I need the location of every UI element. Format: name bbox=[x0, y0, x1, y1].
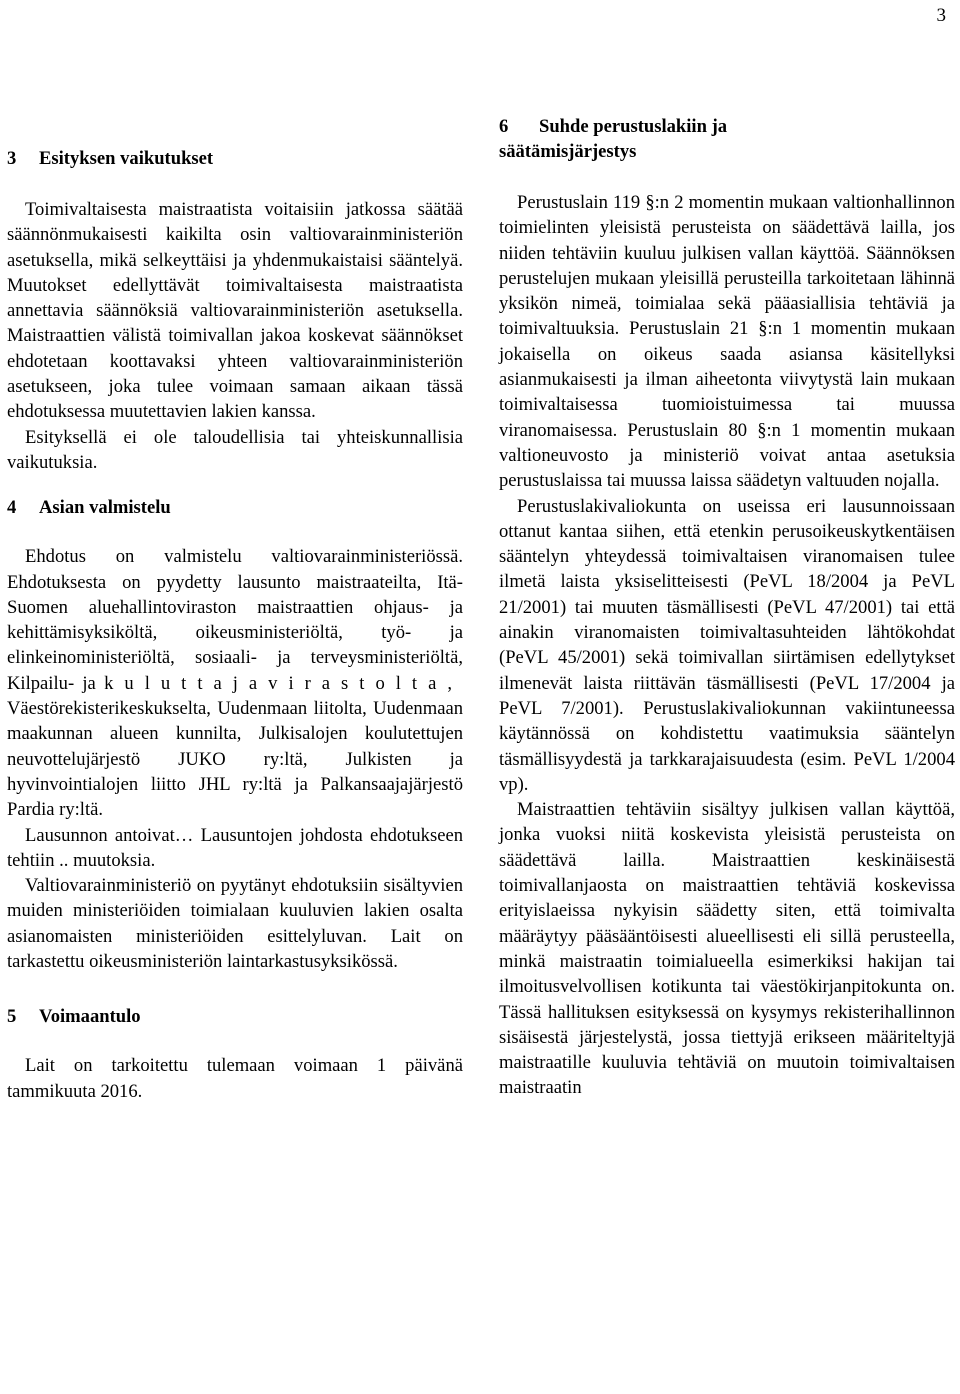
section-3-paragraph-1: Toimivaltaisesta maistraatista voitaisiin jatkossa säätää säännönmukaisesti kaikilta osin valtiovarainministeriön asetuksella, mikä selkeyttäisi ja yhdenmukaistaisi sääntelyä. Muutokset edellyttävät toimivaltaisesta maistraatista annettavia säännöksiä valtiovarainministeriön asetuksella. Maistraattien välistä toimivallan jakoa koskevat säännökset ehdotetaan koottavaksi yhteen valtiovarainministeriön asetukseen, joka tulee voimaan samaan aikaan tässä ehdotuksessa muutettavien lakien kanssa. bbox=[7, 199, 463, 423]
section-6-paragraph-1: Perustuslain 119 §:n 2 momentin mukaan valtionhallinnon toimielinten yleisistä perusteista on säädettävä lailla, jos niiden tehtäviin kuuluu julkisen vallan käyttöä. Säännöksen perustelujen mukaan yleisillä perusteilla tarkoitetaan lähinnä yksikön nimeä, toimialaa sekä pääasiallisia tehtäviä ja toimivaltuuksia. Perustuslain 21 §:n 1 momentin mukaan jokaisella on oikeus saada asiansa käsitellyksi asianmukaisesti ja ilman aiheetonta viivytystä lain mukaan toimivaltaisessa tuomioistuimessa tai muussa viranomaisessa. Perustuslain 80 §:n 1 momentin mukaan valtioneuvosto ja ministeriö voivat antaa asetuksia perustuslaissa tai muussa laissa säädetyn valtuuden nojalla. bbox=[499, 192, 955, 492]
paragraph-spaced-word: kuluttajavirastolta, bbox=[104, 672, 463, 694]
paragraph-tail: Väestörekisterikeskukselta, Uudenmaan liitolta, Uudenmaan maakunnan alueen kunnilta, Julkisalojen koulutettujen neuvottelujärjestö JUKO ry:ltä, Julkisten ja hyvinvointialojen liitto JHL ry:ltä ja Palkansaajajärjestö Pardia ry:ltä. bbox=[7, 698, 463, 821]
section-3-paragraph-2: Esityksellä ei ole taloudellisia tai yhteiskunnallisia vaikutuksia. bbox=[7, 426, 463, 473]
section-number: 4 bbox=[7, 497, 17, 519]
section-6-paragraph-2: Perustuslakivaliokunta on useissa eri lausunnoissaan ottanut kantaa siihen, että etenkin perusoikeuskytkentäisen sääntelyn yhteydessä toimivaltaisen viranomaisen tulee ilmetä laista yksiselitteisesti (PeVL 18/2004 ja PeVL 21/2001) tai muuten täsmällisesti (PeVL 47/2001) tai että ainakin viranomaisten toimivaltasuhteiden lähtökohdat (PeVL 45/2001) sekä toimivallan siirtämisen edellytykset ilmenevät laista riittävän täsmällisesti (PeVL 17/2004 ja PeVL 7/2001). Perustuslakivaliokunnan vakiintuneessa käytännössä on kohdistettu vaatimuksia sääntelyn täsmällisyydestä ja tarkkarajaisuudesta (esim. PeVL 1/2004 vp). bbox=[499, 495, 955, 795]
section-6-paragraph-3: Maistraattien tehtäviin sisältyy julkisen vallan käyttöä, jonka vuoksi niitä koskevista yleisistä perusteista on säädettävä lailla. Maistraattien keskinäisestä toimivallanjaosta on maistraattien tehtäviä koskevissa erityislaeissa nykyisin säädetty siten, että toimivalta määräytyy pääsääntöisesti alueellisesti eli sillä perusteella, minkä maistraatin toimialueella esimerkiksi hakijan tai ilmoitusvelvollisen kotikunta tai väestökirjanpitokunta on. Tässä hallituksen esityksessä on kysymys rekisterihallinnon sisäisestä järjestelystä, jossa tiettyjä erikseen määriteltyjä maistraatille kuuluvia tehtäviä on muutoin toimivaltaisen maistraatin bbox=[499, 799, 955, 1099]
section-number: 3 bbox=[7, 148, 17, 169]
section-4-paragraph-2: Lausunnon antoivat… Lausuntojen johdosta ehdotukseen tehtiin .. muutoksia. bbox=[7, 824, 463, 871]
section-number: 6 bbox=[499, 116, 509, 137]
section-4-heading bbox=[7, 495, 463, 520]
section-number: 5 bbox=[7, 1006, 17, 1028]
section-6-heading bbox=[499, 114, 955, 164]
section-5-paragraph-1: Lait on tarkoitettu tulemaan voimaan 1 päivänä tammikuuta 2016. bbox=[7, 1055, 463, 1102]
section-title: Voimaantulo bbox=[39, 1006, 141, 1028]
section-title-line-1: Suhde perustuslakiin ja bbox=[539, 116, 728, 137]
section-5-heading bbox=[7, 1004, 463, 1029]
section-title-line-2: säätämisjärjestys bbox=[499, 141, 637, 162]
section-4-paragraph-1 bbox=[7, 544, 463, 822]
right-column bbox=[499, 0, 955, 1101]
section-3-heading bbox=[7, 146, 463, 171]
section-title: Asian valmistelu bbox=[39, 497, 171, 519]
page-number: 3 bbox=[936, 5, 946, 26]
paragraph-lead: Ehdotus on valmistelu valtiovarainministeriössä. Ehdotuksesta on pyydetty lausunto maistraateilta, Itä-Suomen aluehallintoviraston maistraattien ohjaus- ja kehittämisyksiköltä, oikeusministeriöltä, työ- ja elinkeinoministeriöltä, sosiaali- ja terveysministeriöltä, Kilpailu- ja bbox=[7, 546, 463, 694]
section-4-paragraph-3: Valtiovarainministeriö on pyytänyt ehdotuksiin sisältyvien muiden ministeriöiden toimialaan kuuluvien lakien osalta asianomaisten ministeriöiden esittelyluvan. Lait on tarkastettu oikeusministeriön laintarkastusyksikössä. bbox=[7, 875, 463, 973]
left-column bbox=[7, 0, 463, 1104]
section-title: Esityksen vaikutukset bbox=[39, 148, 214, 169]
